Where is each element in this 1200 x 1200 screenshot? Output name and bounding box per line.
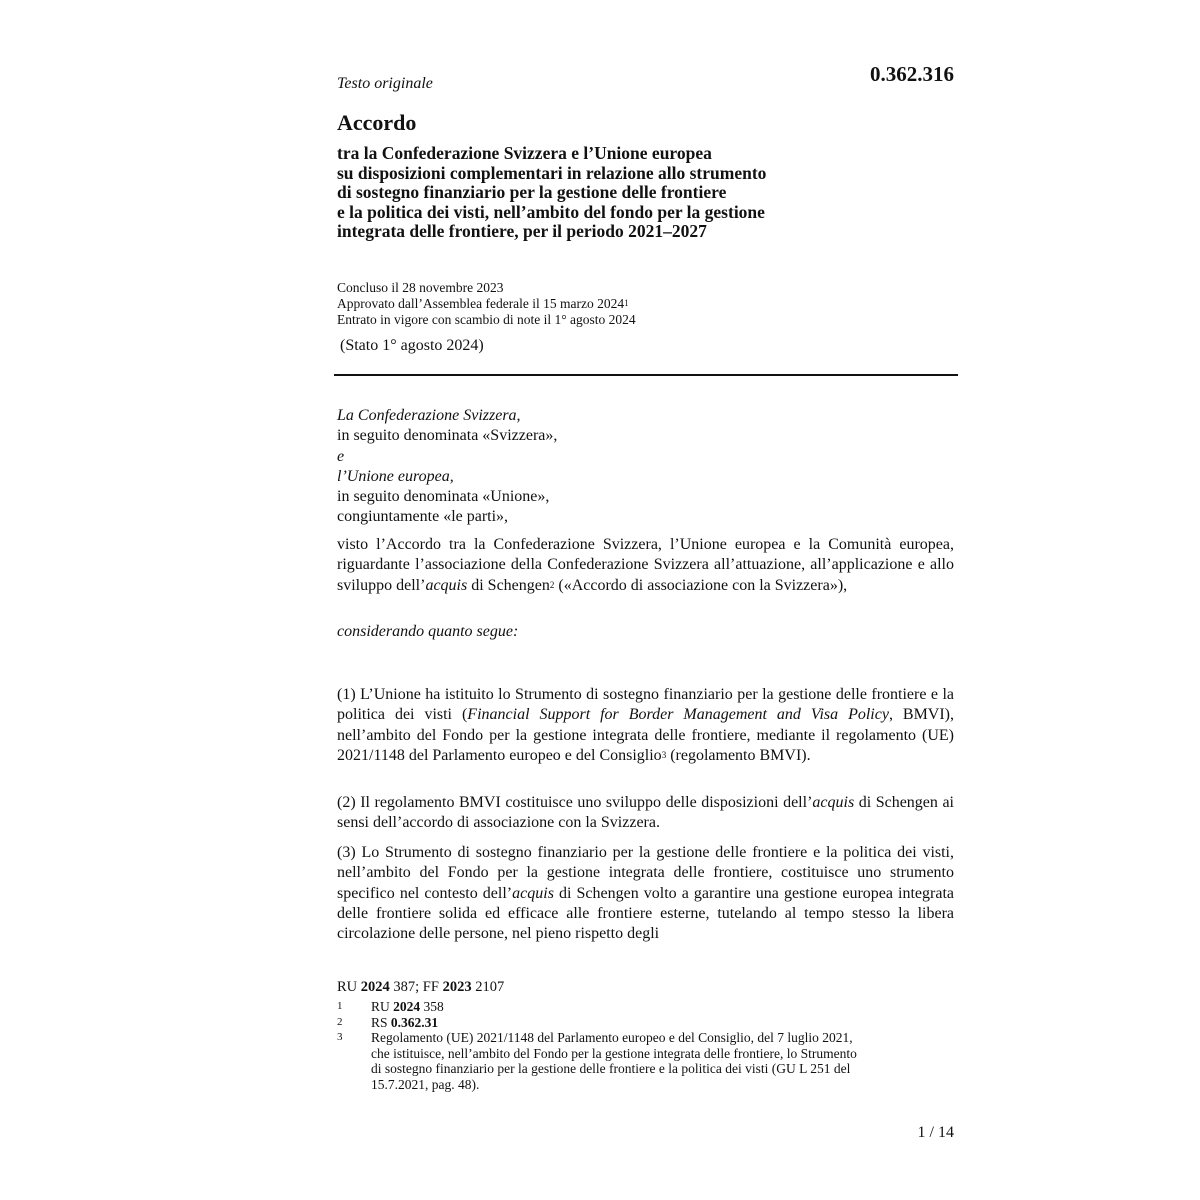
visto-text: («Accordo di associazione con la Svizzera»), <box>554 576 848 594</box>
entry-into-force: Entrato in vigore con scambio di note il 1° agosto 2024 <box>337 312 636 327</box>
document-subtitle <box>337 144 897 242</box>
document-meta <box>337 280 636 328</box>
recital-italic: Financial Support for Border Management and Visa Policy <box>467 706 889 724</box>
fn-line: che istituisce, nell’ambito del Fondo per la gestione integrata delle frontiere, lo Strumento <box>371 1045 857 1061</box>
subtitle-line: su disposizioni complementari in relazione allo strumento <box>337 162 767 183</box>
publication-reference <box>337 979 504 996</box>
footnote-1 <box>337 999 957 1015</box>
ref-text: RU <box>337 979 361 995</box>
fn-text: RS <box>371 1014 391 1030</box>
footnotes <box>337 999 957 1093</box>
recital-2 <box>337 793 954 834</box>
fn-text: 358 <box>420 999 444 1014</box>
footnote-number: 2 <box>337 1015 343 1028</box>
footnote-ref-1[interactable]: 1 <box>624 298 629 308</box>
document-title: Accordo <box>337 110 417 135</box>
footnote-text <box>371 1030 957 1092</box>
subtitle-line: tra la Confederazione Svizzera e l’Unione europea <box>337 143 712 163</box>
concluded-date: Concluso il 28 novembre 2023 <box>337 280 504 295</box>
recital-text: di Schengen volto a garantire una gestione europea integrata delle frontiere solida ed efficace alle frontiere esterne, tutelando al tempo stesso la libera circolazione delle persone, nel pieno rispetto degli <box>337 884 954 943</box>
party-conjunction: e <box>337 447 345 465</box>
fn-bold: 0.362.31 <box>390 1014 439 1030</box>
visto-text: visto l’Accordo tra la Confederazione Svizzera, l’Unione europea e la Comunità europea, riguardante l’associazione della Confederazione Svizzera all’attuazione, all’applicazione e allo sviluppo dell’ <box>337 536 954 594</box>
preamble-visto <box>337 535 954 596</box>
approved-text: Approvato dall’Assemblea federale il 15 marzo 2024 <box>337 296 625 311</box>
party-switzerland-desc: in seguito denominata «Svizzera», <box>337 427 558 445</box>
recital-italic: acquis <box>512 884 554 902</box>
parties-block <box>337 406 557 528</box>
parties-together: congiuntamente «le parti», <box>337 508 509 526</box>
recital-text: (1) L’Unione ha istituito lo Strumento di sostegno finanziario per la gestione delle frontiere e la politica dei visti ( <box>337 686 954 724</box>
party-eu-desc: in seguito denominata «Unione», <box>337 488 550 506</box>
recital-text: (2) Il regolamento BMVI costituisce uno sviluppo delle disposizioni dell’ <box>337 794 813 811</box>
fn-line: 15.7.2021, pag. 48). <box>371 1076 480 1092</box>
page-number: 1 / 14 <box>917 1124 954 1141</box>
considering-line: considerando quanto segue: <box>337 623 519 640</box>
footnote-number: 3 <box>337 1031 343 1044</box>
fn-bold: 2024 <box>393 999 421 1014</box>
footnote-3 <box>337 1030 957 1092</box>
ref-text: 2107 <box>471 979 505 995</box>
footnote-text <box>371 999 957 1015</box>
recital-text: (regolamento BMVI). <box>666 746 811 764</box>
recital-italic: acquis <box>812 794 855 811</box>
footnote-ref-2[interactable]: 2 <box>549 579 555 590</box>
ref-year: 2023 <box>442 979 472 995</box>
recital-1 <box>337 685 954 766</box>
footnote-ref-3[interactable]: 3 <box>661 749 667 760</box>
recital-text: di Schengen ai sensi dell’accordo di associazione con la Svizzera. <box>337 794 954 832</box>
fn-text: RU <box>371 999 394 1014</box>
visto-acquis: acquis <box>425 576 468 594</box>
footnote-2 <box>337 1015 957 1031</box>
recital-text: (3) Lo Strumento di sostegno finanziario per la gestione delle frontiere e la politica dei visti, nell’ambito del Fondo per la gestione integrata delle frontiere, costituisce uno strumento specifico nel contesto dell’ <box>337 844 954 902</box>
approved-date <box>337 296 636 312</box>
fn-line: di sostegno finanziario per la gestione delle frontiere e la politica dei visti (GU L 251 del <box>371 1061 851 1077</box>
recital-text: , BMVI), nell’ambito del Fondo per la gestione integrata delle frontiere, mediante il regolamento (UE) 2021/1148 del Parlamento europeo e del Consiglio <box>337 706 955 764</box>
visto-text: di Schengen <box>467 576 550 594</box>
subtitle-line: di sostegno finanziario per la gestione delle frontiere <box>337 182 727 203</box>
header-divider <box>334 374 958 376</box>
party-eu: l’Unione europea, <box>337 467 454 485</box>
recital-3 <box>337 843 954 946</box>
footnote-text <box>371 1015 957 1031</box>
ref-year: 2024 <box>360 979 390 995</box>
fn-line: Regolamento (UE) 2021/1148 del Parlamento europeo e del Consiglio, del 7 luglio 2021, <box>371 1030 853 1046</box>
party-switzerland: La Confederazione Svizzera, <box>337 407 521 424</box>
subtitle-line: e la politica dei visti, nell’ambito del fondo per la gestione <box>337 201 765 222</box>
subtitle-line: integrata delle frontiere, per il periodo 2021–2027 <box>337 221 707 242</box>
footnote-number: 1 <box>337 1000 343 1012</box>
ref-text: 387; FF <box>389 979 443 995</box>
sr-number: 0.362.316 <box>870 62 954 86</box>
original-text-label: Testo originale <box>337 75 433 92</box>
status-date: (Stato 1° agosto 2024) <box>340 337 484 354</box>
